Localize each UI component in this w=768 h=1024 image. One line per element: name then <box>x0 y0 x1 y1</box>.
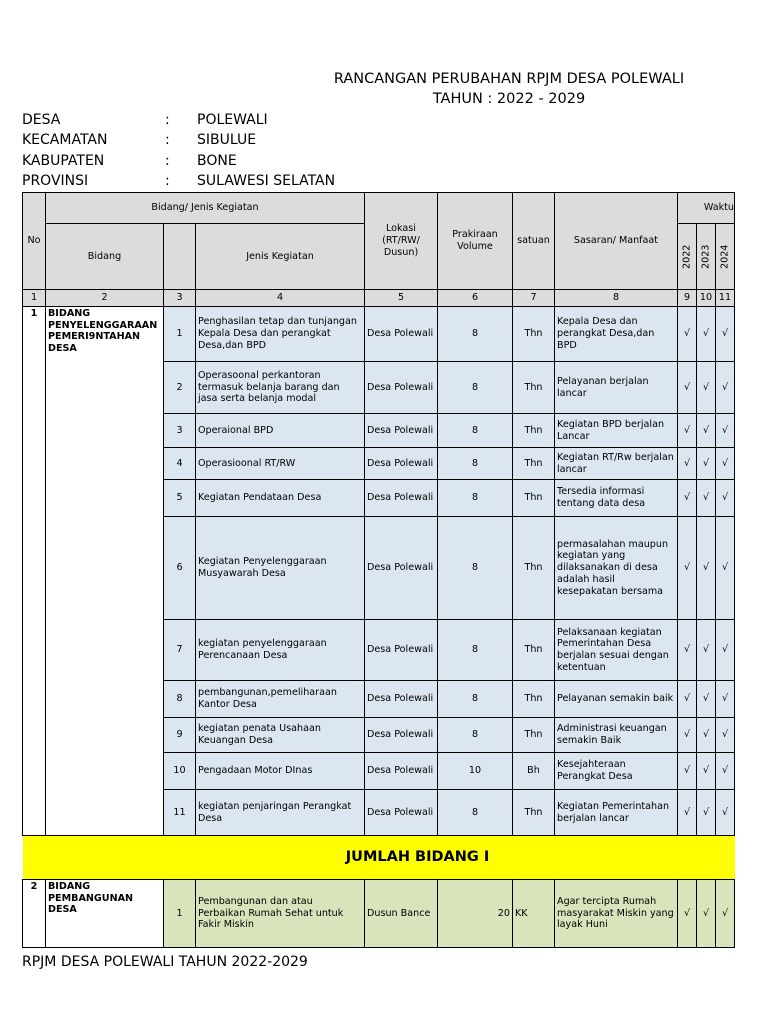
check-2023: √ <box>697 620 716 681</box>
header-year-2024: 2024 <box>716 224 735 290</box>
sasaran: Pelayanan semakin baik <box>555 681 678 718</box>
check-2024: √ <box>716 517 735 620</box>
check-2024: √ <box>716 448 735 480</box>
sasaran: Kegiatan RT/Rw berjalan lancar <box>555 448 678 480</box>
satuan: Thn <box>513 448 555 480</box>
meta-colon: : <box>165 112 170 128</box>
meta-colon: : <box>165 132 170 148</box>
satuan: Thn <box>513 517 555 620</box>
col-num: 1 <box>23 290 46 307</box>
volume: 8 <box>438 362 513 414</box>
check-2022: √ <box>678 880 697 948</box>
satuan: KK <box>513 880 555 948</box>
lokasi: Desa Polewali <box>365 681 438 718</box>
jenis-kegiatan: Operasioonal RT/RW <box>196 448 365 480</box>
header-sasaran: Sasaran/ Manfaat <box>555 193 678 290</box>
meta-key: KECAMATAN <box>22 132 108 148</box>
lokasi: Desa Polewali <box>365 414 438 448</box>
table-row <box>23 880 735 948</box>
bidang-name: BIDANG PEMBANGUNAN DESA <box>46 880 164 948</box>
check-2024: √ <box>716 880 735 948</box>
sasaran: Kegiatan Pemerintahan berjalan lancar <box>555 790 678 836</box>
check-2022: √ <box>678 362 697 414</box>
check-2023: √ <box>697 790 716 836</box>
check-2022: √ <box>678 790 697 836</box>
jenis-kegiatan: Penghasilan tetap dan tunjangan Kepala Desa dan perangkat Desa,dan BPD <box>196 307 365 362</box>
check-2024: √ <box>716 362 735 414</box>
check-2023: √ <box>697 880 716 948</box>
satuan: Thn <box>513 414 555 448</box>
volume: 8 <box>438 681 513 718</box>
header-year-2023: 2023 <box>697 224 716 290</box>
kegiatan-number: 3 <box>164 414 196 448</box>
check-2023: √ <box>697 448 716 480</box>
kegiatan-number: 11 <box>164 790 196 836</box>
meta-key: KABUPATEN <box>22 153 105 169</box>
meta-key: DESA <box>22 112 61 128</box>
check-2023: √ <box>697 414 716 448</box>
meta-value: BONE <box>197 153 237 169</box>
lokasi: Desa Polewali <box>365 753 438 790</box>
check-2023: √ <box>697 681 716 718</box>
col-num: 5 <box>365 290 438 307</box>
check-2024: √ <box>716 753 735 790</box>
check-2023: √ <box>697 718 716 753</box>
check-2022: √ <box>678 414 697 448</box>
header-volume: Prakiraan Volume <box>438 193 513 290</box>
meta-key: PROVINSI <box>22 173 89 189</box>
sasaran: Pelayanan berjalan lancar <box>555 362 678 414</box>
satuan: Thn <box>513 681 555 718</box>
header-year-2022: 2022 <box>678 224 697 290</box>
kegiatan-number: 6 <box>164 517 196 620</box>
col-num: 9 <box>678 290 697 307</box>
sasaran: Agar tercipta Rumah masyarakat Miskin yang layak Huni <box>555 880 678 948</box>
jumlah-row <box>23 836 735 880</box>
document-title: RANCANGAN PERUBAHAN RPJM DESA POLEWALI <box>333 71 685 87</box>
header-lokasi: Lokasi (RT/RW/ Dusun) <box>365 193 438 290</box>
header-jenis: Jenis Kegiatan <box>196 224 365 290</box>
header-satuan: satuan <box>513 193 555 290</box>
check-2024: √ <box>716 414 735 448</box>
col-num: 2 <box>46 290 164 307</box>
jenis-kegiatan: pembangunan,pemeliharaan Kantor Desa <box>196 681 365 718</box>
check-2022: √ <box>678 620 697 681</box>
header-waktu: Waktu <box>678 193 735 224</box>
col-num: 7 <box>513 290 555 307</box>
kegiatan-number: 7 <box>164 620 196 681</box>
check-2022: √ <box>678 681 697 718</box>
col-num: 3 <box>164 290 196 307</box>
satuan: Thn <box>513 620 555 681</box>
volume: 8 <box>438 448 513 480</box>
check-2023: √ <box>697 517 716 620</box>
jenis-kegiatan: kegiatan penata Usahaan Keuangan Desa <box>196 718 365 753</box>
check-2023: √ <box>697 307 716 362</box>
satuan: Thn <box>513 790 555 836</box>
kegiatan-number: 9 <box>164 718 196 753</box>
col-num: 4 <box>196 290 365 307</box>
col-num: 11 <box>716 290 735 307</box>
meta-value: SULAWESI SELATAN <box>197 173 336 189</box>
volume: 20 <box>438 880 513 948</box>
kegiatan-number: 2 <box>164 362 196 414</box>
header-no-kegiatan <box>164 224 196 290</box>
jumlah-bidang-label: JUMLAH BIDANG I <box>23 836 735 880</box>
jenis-kegiatan: Operaional BPD <box>196 414 365 448</box>
jenis-kegiatan: Kegiatan Pendataan Desa <box>196 480 365 517</box>
lokasi: Desa Polewali <box>365 620 438 681</box>
check-2022: √ <box>678 753 697 790</box>
check-2023: √ <box>697 362 716 414</box>
header-bidang: Bidang <box>46 224 164 290</box>
kegiatan-number: 8 <box>164 681 196 718</box>
satuan: Thn <box>513 362 555 414</box>
lokasi: Desa Polewali <box>365 480 438 517</box>
check-2024: √ <box>716 480 735 517</box>
lokasi: Desa Polewali <box>365 307 438 362</box>
jenis-kegiatan: Pembangunan dan atau Perbaikan Rumah Sehat untuk Fakir Miskin <box>196 880 365 948</box>
bidang-number: 2 <box>23 880 46 948</box>
jenis-kegiatan: Operasoonal perkantoran termasuk belanja barang dan jasa serta belanja modal <box>196 362 365 414</box>
check-2022: √ <box>678 718 697 753</box>
jenis-kegiatan: Pengadaan Motor DInas <box>196 753 365 790</box>
page-footer: RPJM DESA POLEWALI TAHUN 2022-2029 <box>22 954 308 970</box>
table-row <box>23 307 735 362</box>
check-2024: √ <box>716 718 735 753</box>
jenis-kegiatan: kegiatan penjaringan Perangkat Desa <box>196 790 365 836</box>
volume: 8 <box>438 620 513 681</box>
kegiatan-number: 10 <box>164 753 196 790</box>
lokasi: Dusun Bance <box>365 880 438 948</box>
lokasi: Desa Polewali <box>365 718 438 753</box>
bidang-number: 1 <box>23 307 46 836</box>
kegiatan-number: 1 <box>164 307 196 362</box>
volume: 8 <box>438 517 513 620</box>
header-row-1 <box>23 193 735 224</box>
check-2022: √ <box>678 448 697 480</box>
sasaran: Kesejahteraan Perangkat Desa <box>555 753 678 790</box>
meta-colon: : <box>165 153 170 169</box>
sasaran: Tersedia informasi tentang data desa <box>555 480 678 517</box>
meta-value: POLEWALI <box>197 112 268 128</box>
col-num: 8 <box>555 290 678 307</box>
lokasi: Desa Polewali <box>365 362 438 414</box>
header-bidang-jenis: Bidang/ Jenis Kegiatan <box>46 193 365 224</box>
check-2023: √ <box>697 753 716 790</box>
check-2022: √ <box>678 480 697 517</box>
lokasi: Desa Polewali <box>365 448 438 480</box>
satuan: Thn <box>513 480 555 517</box>
check-2024: √ <box>716 681 735 718</box>
rpjm-table <box>22 192 735 948</box>
meta-colon: : <box>165 173 170 189</box>
sasaran: Kegiatan BPD berjalan Lancar <box>555 414 678 448</box>
sasaran: permasalahan maupun kegiatan yang dilaksanakan di desa adalah hasil kesepakatan bersama <box>555 517 678 620</box>
kegiatan-number: 1 <box>164 880 196 948</box>
check-2023: √ <box>697 480 716 517</box>
sasaran: Administrasi keuangan semakin Baik <box>555 718 678 753</box>
sasaran: Pelaksanaan kegiatan Pemerintahan Desa berjalan sesuai dengan ketentuan <box>555 620 678 681</box>
check-2022: √ <box>678 307 697 362</box>
satuan: Thn <box>513 718 555 753</box>
satuan: Thn <box>513 307 555 362</box>
jenis-kegiatan: kegiatan penyelenggaraan Perencanaan Desa <box>196 620 365 681</box>
col-num: 6 <box>438 290 513 307</box>
volume: 8 <box>438 307 513 362</box>
volume: 8 <box>438 718 513 753</box>
col-num: 10 <box>697 290 716 307</box>
check-2024: √ <box>716 790 735 836</box>
kegiatan-number: 5 <box>164 480 196 517</box>
volume: 10 <box>438 753 513 790</box>
check-2022: √ <box>678 517 697 620</box>
volume: 8 <box>438 790 513 836</box>
bidang-name: BIDANG PENYELENGGARAAN PEMERI9NTAHAN DESA <box>46 307 164 836</box>
lokasi: Desa Polewali <box>365 517 438 620</box>
volume: 8 <box>438 414 513 448</box>
sasaran: Kepala Desa dan perangkat Desa,dan BPD <box>555 307 678 362</box>
check-2024: √ <box>716 307 735 362</box>
kegiatan-number: 4 <box>164 448 196 480</box>
lokasi: Desa Polewali <box>365 790 438 836</box>
header-number-row <box>23 290 735 307</box>
document-period: TAHUN : 2022 - 2029 <box>432 91 586 107</box>
jenis-kegiatan: Kegiatan Penyelenggaraan Musyawarah Desa <box>196 517 365 620</box>
volume: 8 <box>438 480 513 517</box>
satuan: Bh <box>513 753 555 790</box>
header-no: No <box>23 193 46 290</box>
meta-value: SIBULUE <box>197 132 257 148</box>
check-2024: √ <box>716 620 735 681</box>
